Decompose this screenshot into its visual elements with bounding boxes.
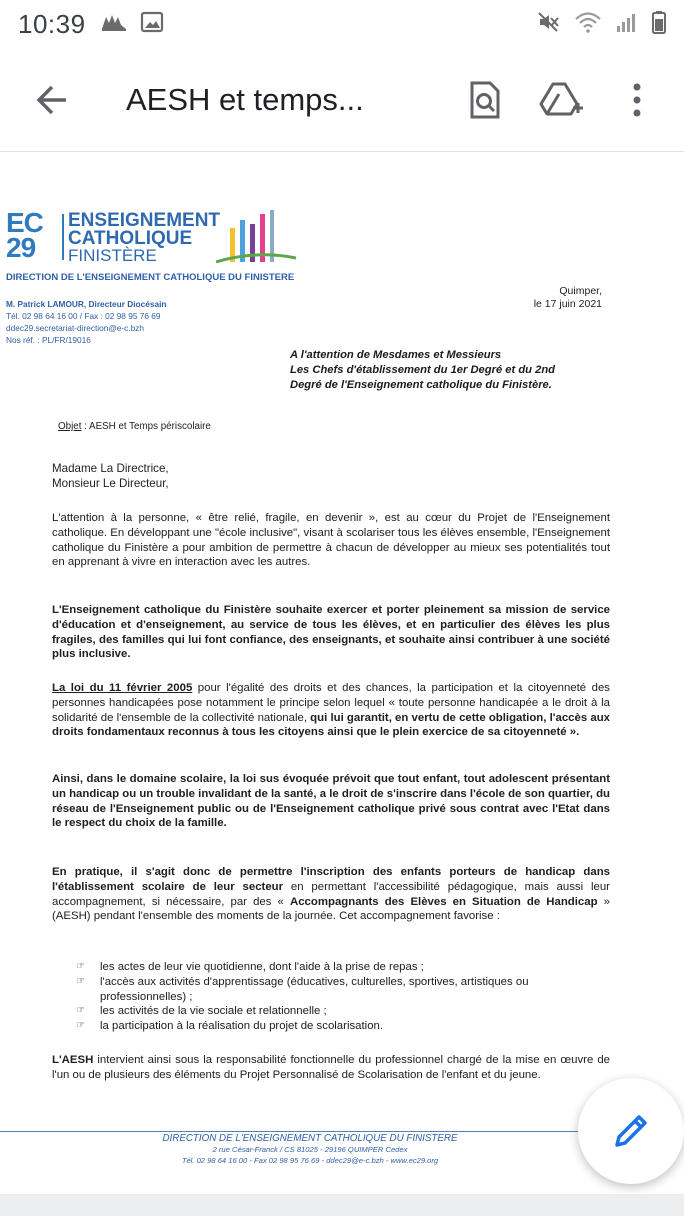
logo-ec: EC 29 bbox=[6, 207, 43, 263]
law-reference: La loi du 11 février 2005 bbox=[52, 682, 193, 694]
letter bbox=[0, 152, 684, 1194]
sender-name: M. Patrick LAMOUR, Directeur Diocésain bbox=[6, 299, 167, 309]
pointing-hand-icon: ☞ bbox=[76, 1020, 85, 1032]
list-item-text: la participation à la réalisation du projet de scolarisation. bbox=[100, 1020, 384, 1033]
find-in-document-button[interactable] bbox=[460, 75, 510, 125]
pointing-hand-icon: ☞ bbox=[76, 1005, 85, 1017]
paragraph-5 bbox=[52, 865, 610, 924]
find-in-document-icon bbox=[468, 80, 502, 120]
app-bar-actions bbox=[460, 75, 662, 125]
footer-line1: DIRECTION DE L'ENSEIGNEMENT CATHOLIQUE DU FINISTERE bbox=[162, 1133, 458, 1144]
bullet-list bbox=[76, 960, 610, 1034]
list-item bbox=[76, 1004, 610, 1019]
addressee-line1: A l'attention de Mesdames et Messieurs bbox=[290, 349, 502, 361]
paragraph-3-text: pour l'égalité des droits et des chances, la participation et la citoyenneté des personnes handicapées pose notamment le principe selon lequel « toute personne handicapée a le droit à la solidarité de l'ensemble de la collectivité nationale, bbox=[52, 682, 610, 724]
arrow-back-icon bbox=[34, 82, 70, 118]
list-item-text: l'accès aux activités d'apprentissage (éducatives, culturelles, sportives, artistiques ou professionnelles) ; bbox=[100, 975, 529, 1003]
subject-line bbox=[58, 421, 211, 432]
paragraph-6-text: intervient ainsi sous la responsabilité fonctionnelle du professionnel chargé de la mise en œuvre de l'un ou de plusieurs des éléments du Projet Personnalisé de Scolarisation de l'enfant et du jeune. bbox=[52, 1054, 610, 1081]
direction-header: DIRECTION DE L'ENSEIGNEMENT CATHOLIQUE DU FINISTERE bbox=[6, 272, 295, 283]
document-title: AESH et temps... bbox=[126, 81, 364, 117]
place: Quimper, bbox=[559, 285, 602, 297]
ecosia-icon bbox=[100, 11, 128, 38]
edit-pencil-icon bbox=[611, 1111, 651, 1151]
addressee-line3: Degré de l'Enseignement catholique du Finistère. bbox=[290, 379, 552, 391]
sender-block bbox=[6, 298, 166, 346]
pointing-hand-icon: ☞ bbox=[76, 961, 85, 972]
footer-divider bbox=[0, 1131, 600, 1132]
list-item-text: les actes de leur vie quotidienne, dont l'aide à la prise de repas ; bbox=[100, 961, 424, 973]
list-item-text: les activités de la vie sociale et relationnelle ; bbox=[100, 1005, 327, 1018]
logo-color-bars-icon bbox=[216, 210, 306, 268]
paragraph-6 bbox=[52, 1053, 610, 1083]
mute-icon bbox=[536, 10, 560, 39]
status-time: 10:39 bbox=[18, 8, 86, 39]
back-button[interactable] bbox=[22, 70, 82, 130]
salutation-line1: Madame La Directrice, bbox=[52, 462, 169, 475]
footer-line3: Tél. 02 98 64 16 00 - Fax 02 98 95 76 69 - ddec29@e-c.bzh - www.ec29.org bbox=[181, 1156, 439, 1165]
more-options-icon bbox=[631, 82, 643, 118]
battery-icon bbox=[652, 10, 666, 39]
document-page bbox=[0, 152, 684, 1194]
logo-separator bbox=[62, 214, 64, 260]
ec29-logo bbox=[6, 207, 306, 280]
sender-phone: Tél. 02 98 64 16 00 / Fax : 02 98 95 76 69 bbox=[6, 311, 161, 321]
sender-ref: Nos réf. : PL/FR/19016 bbox=[6, 335, 91, 345]
subject-text: : AESH et Temps périscolaire bbox=[81, 421, 211, 432]
logo-line2: CATHOLIQUE bbox=[68, 228, 193, 249]
salutation-line2: Monsieur Le Directeur, bbox=[52, 477, 169, 490]
document-viewer[interactable] bbox=[0, 152, 684, 1216]
sender-email[interactable]: ddec29.secretariat-direction@e-c.bzh bbox=[6, 323, 145, 333]
edit-button[interactable] bbox=[578, 1078, 684, 1184]
place-date bbox=[534, 285, 602, 311]
wifi-icon bbox=[574, 10, 602, 39]
addressee-block bbox=[290, 348, 555, 393]
signal-icon bbox=[616, 11, 638, 38]
app-bar bbox=[0, 48, 684, 152]
addressee-line2: Les Chefs d'établissement du 1er Degré et du 2nd bbox=[290, 364, 556, 376]
logo-line1: ENSEIGNEMENT bbox=[68, 210, 221, 231]
paragraph-1: L'attention à la personne, « être relié, fragile, en devenir », est au cœur du Projet de l'Enseignement catholique. En développant une "école inclusive", visant à scolariser tous les élèves ensemble, l'Enseignement catholique du Finistère a pour ambition de permettre à chacun de développer au mieux ses potentialités tout en apprenant à vivre en interaction avec les autres. bbox=[52, 512, 610, 569]
paragraph-5-emphasis: En pratique, il s'agit donc de permettre l'inscription des enfants porteurs de handicap dans l'établissement scolaire de leur secteur bbox=[52, 866, 610, 893]
status-icons-left bbox=[100, 11, 164, 38]
gallery-icon bbox=[140, 11, 164, 38]
list-item bbox=[76, 960, 610, 975]
paragraph-5-text: en permettant l'accessibilité pédagogique, mais aussi leur accompagnement, si nécessaire, par des « bbox=[52, 880, 610, 908]
pointing-hand-icon: ☞ bbox=[76, 975, 85, 987]
paragraph-4: Ainsi, dans le domaine scolaire, la loi sus évoquée prévoit que tout enfant, tout adolescent présentant un handicap ou un trouble invalidant de la santé, a le droit de s'inscrire dans l'école de son quartier, du réseau de l'Enseignement public ou de l'Enseignement catholique privé sous contrat avec l'Etat dans le respect du choix de la famille. bbox=[52, 773, 610, 830]
list-item bbox=[76, 975, 610, 1005]
date: le 17 juin 2021 bbox=[533, 298, 602, 310]
salutation bbox=[52, 461, 169, 491]
paragraph-3 bbox=[52, 681, 610, 740]
paragraph-3-emphasis: qui lui garantit, en vertu de cette obligation, l'accès aux droits fondamentaux reconnus à tous les citoyens ainsi que le plein exercice de sa citoyenneté ». bbox=[52, 711, 610, 739]
footer-line2: 2 rue César-Franck / CS 81025 - 29196 QUIMPER Cedex bbox=[212, 1145, 408, 1154]
status-bar bbox=[0, 0, 684, 48]
status-icons-right bbox=[536, 10, 666, 39]
add-to-drive-icon bbox=[539, 80, 583, 120]
letter-footer bbox=[110, 1133, 510, 1166]
paragraph-6-emphasis: L'AESH bbox=[52, 1054, 94, 1066]
logo-line3: FINISTÈRE bbox=[68, 246, 157, 265]
add-to-drive-button[interactable] bbox=[536, 75, 586, 125]
aesh-definition: Accompagnants des Elèves en Situation de Handicap bbox=[290, 895, 598, 908]
paragraph-5-text-end: » (AESH) pendant l'ensemble des moments de la journée. Cet accompagnement favorise : bbox=[52, 895, 611, 923]
paragraph-2: L'Enseignement catholique du Finistère souhaite exercer et porter pleinement sa mission de service d'éducation et d'enseignement, au service de tous les élèves, et en particulier des élèves les plus fragiles, des familles qui lui font confiance, des enseignants, et souhaite ainsi contribuer à une société plus inclusive. bbox=[52, 604, 610, 661]
subject-label: Objet bbox=[58, 421, 82, 432]
more-options-button[interactable] bbox=[612, 75, 662, 125]
list-item bbox=[76, 1019, 610, 1034]
